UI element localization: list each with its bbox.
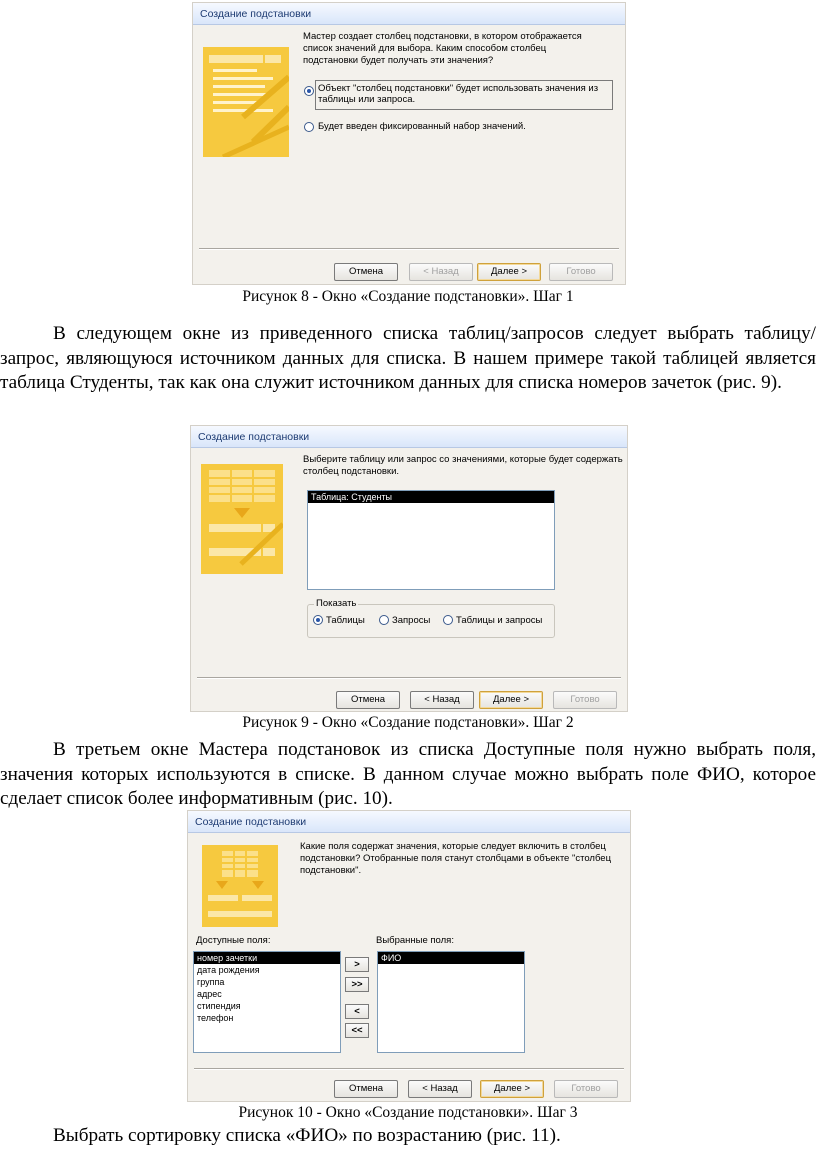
selected-fields-label: Выбранные поля: [376, 935, 454, 946]
cancel-button[interactable]: Отмена [334, 1080, 398, 1098]
selected-fields-list[interactable] [377, 951, 525, 1053]
step2-prompt: Выберите таблицу или запрос со значениями, которые будет содержать столбец подстановки. [303, 454, 623, 477]
list-item[interactable]: стипендия [197, 1001, 241, 1011]
option-table-radio[interactable] [304, 86, 314, 96]
back-button[interactable]: < Назад [410, 691, 474, 709]
list-item[interactable]: номер зачетки [194, 952, 340, 964]
list-item[interactable]: дата рождения [197, 965, 260, 975]
option-fixed-radio[interactable] [304, 122, 314, 132]
cancel-button[interactable]: Отмена [336, 691, 400, 709]
paragraph-step2: В следующем окне из приведенного списка таблиц/запросов следует выбрать таблицу/запрос, являющуюся источником данных для списка. В нашем примере такой таблицей является таблица Студенты, так как она служит источником данных для списка номеров зачеток (рис. 9). [0, 323, 816, 393]
show-queries-radio[interactable] [379, 615, 389, 625]
step3-prompt: Какие поля содержат значения, которые следует включить в столбец подстановки? Отобранные поля станут столбцами в объекте "столбец подстановки". [300, 841, 612, 876]
option-fixed-label[interactable]: Будет введен фиксированный набор значений. [318, 121, 526, 132]
available-fields-label: Доступные поля: [196, 935, 271, 946]
show-group-label: Показать [316, 598, 357, 609]
show-both-label[interactable]: Таблицы и запросы [456, 615, 543, 626]
paragraph-step4: Выбрать сортировку списка «ФИО» по возрастанию (рис. 11). [53, 1125, 561, 1146]
list-item[interactable]: Таблица: Студенты [308, 491, 554, 503]
list-item[interactable]: ФИО [378, 952, 524, 964]
show-both-radio[interactable] [443, 615, 453, 625]
list-item[interactable]: группа [197, 977, 225, 987]
show-tables-radio[interactable] [313, 615, 323, 625]
paragraph-step3: В третьем окне Мастера подстановок из списка Доступные поля нужно выбрать поля, значения которых используются в списке. В данном случае можно выбрать поле ФИО, которое сделает список более информативным (рис. 10). [0, 739, 816, 809]
back-button[interactable]: < Назад [409, 263, 473, 281]
available-fields-list[interactable] [193, 951, 341, 1053]
separator [197, 677, 621, 679]
finish-button[interactable]: Готово [549, 263, 613, 281]
lookup-wizard-step3-window [187, 810, 631, 1102]
figure8-caption: Рисунок 8 - Окно «Создание подстановки». Шаг 1 [242, 288, 574, 305]
remove-field-button[interactable]: < [345, 1004, 369, 1019]
finish-button[interactable]: Готово [554, 1080, 618, 1098]
wizard-illustration-icon [202, 845, 278, 927]
list-item[interactable]: адрес [197, 989, 222, 999]
figure9-caption: Рисунок 9 - Окно «Создание подстановки». Шаг 2 [242, 714, 574, 731]
finish-button[interactable]: Готово [553, 691, 617, 709]
show-tables-label[interactable]: Таблицы [326, 615, 365, 626]
list-item[interactable]: телефон [197, 1013, 234, 1023]
back-button[interactable]: < Назад [408, 1080, 472, 1098]
option-table-label[interactable]: Объект "столбец подстановки" будет использовать значения из таблицы или запроса. [318, 83, 599, 105]
window-title: Создание подстановки [191, 426, 627, 448]
lookup-wizard-step2-window [190, 425, 628, 712]
step1-prompt: Мастер создает столбец подстановки, в котором отображается список значений для выбора. Каким способом столбец подстановки будет получать эти значения? [303, 31, 582, 66]
figure10-caption: Рисунок 10 - Окно «Создание подстановки». Шаг 3 [238, 1104, 578, 1121]
lookup-wizard-step1-window [192, 2, 626, 285]
wizard-illustration-icon [201, 464, 283, 574]
separator [194, 1068, 624, 1070]
wizard-illustration-icon [203, 47, 289, 157]
add-field-button[interactable]: > [345, 957, 369, 972]
separator [199, 248, 619, 250]
table-query-list[interactable] [307, 490, 555, 590]
next-button[interactable]: Далее > [479, 691, 543, 709]
window-title: Создание подстановки [193, 3, 625, 25]
remove-all-fields-button[interactable]: << [345, 1023, 369, 1038]
cancel-button[interactable]: Отмена [334, 263, 398, 281]
next-button[interactable]: Далее > [477, 263, 541, 281]
window-title: Создание подстановки [188, 811, 630, 833]
show-queries-label[interactable]: Запросы [392, 615, 431, 626]
next-button[interactable]: Далее > [480, 1080, 544, 1098]
add-all-fields-button[interactable]: >> [345, 977, 369, 992]
